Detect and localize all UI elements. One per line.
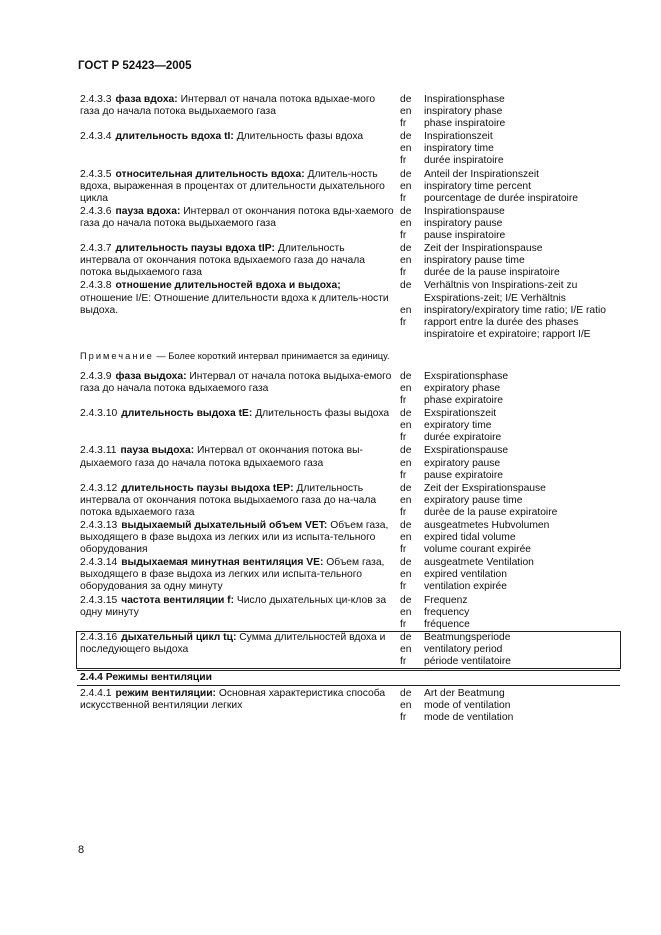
- term-definition: [80, 169, 400, 205]
- translation-text: Exspirationsphase: [424, 370, 509, 382]
- note-text: — Более короткий интервал принимается за единицу.: [153, 350, 390, 361]
- language-code: en: [400, 457, 412, 469]
- translations: [400, 445, 620, 481]
- term-number: 2.4.3.3: [80, 94, 112, 105]
- language-code: de: [400, 482, 412, 494]
- translation-row: [400, 520, 620, 532]
- term-number: 2.4.3.14: [80, 557, 118, 569]
- term-text: Сумма длительностей вдоха и последующего выдоха: [80, 631, 386, 655]
- translation-text: expiratory phase: [424, 382, 501, 394]
- term-definition: [80, 243, 400, 279]
- language-code: de: [400, 594, 412, 606]
- language-code: en: [400, 700, 412, 712]
- term-entry: [80, 688, 620, 724]
- language-code: en: [400, 106, 412, 118]
- term-name: длительность выдоха tE:: [121, 408, 253, 420]
- translation-row: [400, 267, 620, 279]
- translations: [400, 408, 620, 444]
- translation-text: durèe de la pause expiratoire: [424, 506, 558, 518]
- term-text: Основная характеристика способа искусственной вентиляции легких: [80, 688, 386, 712]
- term-text: Длитель-ность вдоха, выраженная в процентах от длительности дыхательного цикла: [80, 168, 385, 204]
- translation-text: ventilation expirée: [424, 581, 507, 593]
- term-number: 2.4.3.12: [80, 482, 118, 494]
- translation-text: volume courant expirée: [424, 544, 532, 556]
- language-code: de: [400, 688, 412, 700]
- language-code: en: [400, 304, 412, 316]
- page-number: 8: [78, 844, 85, 856]
- language-code: en: [400, 494, 412, 506]
- translation-row: [400, 619, 620, 631]
- term-entry: [80, 520, 620, 556]
- translation-text: Inspirationsphase: [424, 94, 505, 105]
- language-code: fr: [400, 155, 407, 167]
- language-code: fr: [400, 581, 407, 593]
- translation-row: [400, 712, 620, 724]
- translation-row: [400, 470, 620, 482]
- term-definition: [80, 520, 400, 556]
- translation-row: [400, 483, 620, 495]
- language-code: fr: [400, 118, 407, 130]
- term-number: 2.4.4.1: [80, 688, 112, 700]
- translations: [400, 131, 620, 167]
- term-definition: [80, 94, 400, 130]
- term-entry: [80, 94, 620, 130]
- translation-row: [400, 317, 620, 341]
- translation-text: fréquence: [424, 618, 470, 630]
- term-name: относительная длительность вдоха:: [115, 168, 305, 180]
- language-code: en: [400, 532, 412, 544]
- section-heading: 2.4.4 Режимы вентиляции: [77, 670, 620, 686]
- entries-group-2: [80, 371, 620, 668]
- translation-text: inspiratory pause time: [424, 255, 525, 267]
- translations: [400, 632, 620, 668]
- translation-text: Exspirationspause: [424, 445, 509, 457]
- language-code: en: [400, 143, 412, 155]
- term-text: Длительность фазы выдоха: [252, 408, 390, 420]
- term-text: Объем газа, выходящего в фазе выдоха из легких или испыта-тельного оборудования за одну минуту: [80, 557, 385, 593]
- translation-row: [400, 557, 620, 569]
- translation-row: [400, 495, 620, 507]
- translation-text: mode de ventilation: [424, 712, 514, 724]
- translation-row: [400, 169, 620, 181]
- term-name: фаза вдоха:: [115, 94, 178, 105]
- translation-row: [400, 432, 620, 444]
- terms-list: [80, 94, 620, 725]
- translations: [400, 169, 620, 205]
- translation-row: [400, 230, 620, 242]
- translation-text: Verhältnis von Inspirations-zeit zu Exspirations-zeit; I/E Verhältnis: [424, 280, 578, 304]
- language-code: de: [400, 631, 412, 643]
- language-code: de: [400, 557, 412, 569]
- translation-text: expired tidal volume: [424, 532, 516, 544]
- translation-row: [400, 305, 620, 317]
- language-code: fr: [400, 316, 407, 328]
- translation-row: [400, 118, 620, 130]
- language-code: fr: [400, 656, 407, 668]
- language-code: de: [400, 168, 412, 180]
- translation-row: [400, 395, 620, 407]
- term-number: 2.4.3.9: [80, 370, 112, 382]
- term-entry: [80, 595, 620, 631]
- term-name: частота вентиляции f:: [121, 594, 234, 606]
- term-number: 2.4.3.7: [80, 243, 112, 255]
- language-code: de: [400, 280, 412, 292]
- term-text: Объем газа, выходящего в фазе выдоха из легких или из испыта-тельного оборудования: [80, 520, 389, 556]
- term-number: 2.4.3.10: [80, 408, 118, 420]
- term-definition: [80, 557, 400, 593]
- translation-row: [400, 700, 620, 712]
- translation-row: [400, 243, 620, 255]
- translation-text: période ventilatoire: [424, 656, 512, 668]
- translation-row: [400, 632, 620, 644]
- entries-group-3: [80, 688, 620, 724]
- term-number: 2.4.3.8: [80, 280, 112, 292]
- term-text: Интервал от окончания потока вы-дыхаемого газа до начала потока вдыхаемого газа: [80, 445, 363, 469]
- translation-row: [400, 131, 620, 143]
- term-definition: [80, 280, 400, 340]
- language-code: fr: [400, 192, 407, 204]
- translation-row: [400, 255, 620, 267]
- term-definition: [80, 688, 400, 724]
- translation-text: Exspirationszeit: [424, 408, 497, 420]
- term-definition: [80, 408, 400, 444]
- term-definition: [80, 445, 400, 481]
- translation-row: [400, 143, 620, 155]
- note-label: Примечание: [80, 350, 154, 361]
- translation-row: [400, 181, 620, 193]
- term-name: режим вентиляции:: [115, 688, 216, 700]
- language-code: en: [400, 382, 412, 394]
- translation-text: pause expiratoire: [424, 469, 503, 481]
- term-text: Длительность интервала от окончания потока выдыхаемого газа до на-чала потока вдыхаемого газа: [80, 482, 377, 518]
- translation-text: durée expiratoire: [424, 432, 502, 444]
- term-number: 2.4.3.4: [80, 131, 112, 143]
- translation-text: Inspirationspause: [424, 205, 505, 217]
- translation-text: durée inspiratoire: [424, 155, 504, 167]
- translation-row: [400, 155, 620, 167]
- translation-row: [400, 193, 620, 205]
- language-code: fr: [400, 432, 407, 444]
- term-entry: [80, 557, 620, 593]
- term-entry: [77, 632, 620, 668]
- term-name: пауза выдоха:: [120, 445, 195, 457]
- translation-row: [400, 218, 620, 230]
- translation-text: Frequenz: [424, 594, 468, 606]
- translation-row: [400, 206, 620, 218]
- term-name: длительность вдоха tI:: [115, 131, 234, 143]
- term-name: выдыхаемая минутная вентиляция VE:: [121, 557, 324, 569]
- term-name: длительность паузы выдоха tEP:: [121, 482, 294, 494]
- translations: [400, 371, 620, 407]
- translation-text: expiratory pause: [424, 457, 501, 469]
- term-definition: [80, 595, 400, 631]
- translations: [400, 688, 620, 724]
- term-entry: [80, 280, 620, 340]
- language-code: fr: [400, 469, 407, 481]
- translation-text: Beatmungsperiode: [424, 631, 511, 643]
- term-definition: [80, 371, 400, 407]
- term-name: длительность паузы вдоха tIP:: [115, 243, 275, 255]
- term-number: 2.4.3.16: [80, 631, 118, 643]
- language-code: de: [400, 370, 412, 382]
- term-entry: [80, 408, 620, 444]
- translations: [400, 520, 620, 556]
- term-text: Длительность фазы вдоха: [233, 131, 364, 143]
- term-text: Число дыхательных ци-клов за одну минуту: [80, 594, 387, 618]
- entries-group-1: [80, 94, 620, 341]
- translation-row: [400, 644, 620, 656]
- language-code: de: [400, 94, 412, 105]
- term-name: фаза выдоха:: [115, 370, 187, 382]
- term-number: 2.4.3.13: [80, 520, 118, 531]
- translation-row: [400, 507, 620, 519]
- language-code: en: [400, 420, 412, 432]
- translation-text: inspiratory pause: [424, 217, 503, 229]
- language-code: de: [400, 520, 412, 531]
- translations: [400, 94, 620, 130]
- translation-text: rapport entre la durée des phases inspiratoire et expiratoire; rapport I/E: [424, 316, 591, 340]
- language-code: fr: [400, 618, 407, 630]
- translation-text: expired ventilation: [424, 569, 507, 581]
- translation-text: mode of ventilation: [424, 700, 511, 712]
- language-code: en: [400, 217, 412, 229]
- language-code: de: [400, 131, 412, 143]
- term-number: 2.4.3.15: [80, 594, 118, 606]
- note: [80, 351, 395, 362]
- translation-text: inspiratory time: [424, 143, 494, 155]
- translation-row: [400, 607, 620, 619]
- term-definition: [80, 483, 400, 519]
- translation-text: durée de la pause inspiratoire: [424, 267, 560, 279]
- term-text: Длительность интервала от окончания потока вдыхаемого газа до начала потока выдыхаемого газа: [80, 243, 365, 279]
- term-name: выдыхаемый дыхательный объем VET:: [121, 520, 328, 531]
- translation-text: Zeit der Exspirationspause: [424, 482, 546, 494]
- term-entry: [80, 483, 620, 519]
- term-name: пауза вдоха:: [115, 205, 181, 217]
- term-name: отношение длительностей вдоха и выдоха;: [115, 280, 341, 292]
- translations: [400, 557, 620, 593]
- translation-row: [400, 280, 620, 304]
- translation-text: pourcentage de durée inspiratoire: [424, 192, 578, 204]
- term-entry: [80, 169, 620, 205]
- translation-text: expiratory time: [424, 420, 492, 432]
- term-number: 2.4.3.5: [80, 168, 112, 180]
- translation-row: [400, 383, 620, 395]
- translation-row: [400, 458, 620, 470]
- language-code: fr: [400, 230, 407, 242]
- translation-text: inspiratory/expiratory time ratio; I/E ratio: [424, 304, 606, 316]
- translation-text: ausgeatmete Ventilation: [424, 557, 534, 569]
- term-definition: [80, 131, 400, 167]
- term-number: 2.4.3.6: [80, 205, 112, 217]
- language-code: de: [400, 408, 412, 420]
- language-code: fr: [400, 395, 407, 407]
- language-code: de: [400, 205, 412, 217]
- translation-row: [400, 420, 620, 432]
- translation-text: pause inspiratoire: [424, 230, 506, 242]
- translation-row: [400, 445, 620, 457]
- term-text: Интервал от начала потока выдыха-емого газа до начала потока вдыхаемого газа: [80, 370, 392, 394]
- language-code: fr: [400, 267, 407, 279]
- translation-text: inspiratory phase: [424, 106, 503, 118]
- term-entry: [80, 131, 620, 167]
- term-entry: [80, 243, 620, 279]
- language-code: en: [400, 180, 412, 192]
- translations: [400, 595, 620, 631]
- language-code: en: [400, 606, 412, 618]
- language-code: fr: [400, 506, 407, 518]
- term-text: Интервал от начала потока вдыхае-мого газа до начала потока выдыхаемого газа: [80, 94, 376, 118]
- term-number: 2.4.3.11: [80, 445, 117, 457]
- translation-text: expiratory pause time: [424, 494, 523, 506]
- language-code: de: [400, 243, 412, 255]
- document-header: ГОСТ Р 52423—2005: [78, 60, 192, 72]
- translation-row: [400, 595, 620, 607]
- term-entry: [80, 206, 620, 242]
- translation-row: [400, 688, 620, 700]
- term-entry: [80, 371, 620, 407]
- term-definition: [80, 632, 400, 668]
- translation-text: Zeit der Inspirationspause: [424, 243, 543, 255]
- term-text: Интервал от окончания потока вды-хаемого газа до начала потока выдыхаемого газа: [80, 205, 394, 229]
- term-definition: [80, 206, 400, 242]
- language-code: en: [400, 255, 412, 267]
- language-code: de: [400, 445, 412, 457]
- translation-row: [400, 532, 620, 544]
- term-text: отношение I/E: Отношение длительности вдоха к длитель-ности выдоха.: [80, 292, 389, 316]
- language-code: fr: [400, 544, 407, 556]
- translation-text: phase expiratoire: [424, 395, 503, 407]
- translation-row: [400, 544, 620, 556]
- translations: [400, 483, 620, 519]
- translation-text: phase inspiratoire: [424, 118, 506, 130]
- translation-row: [400, 569, 620, 581]
- translation-row: [400, 656, 620, 668]
- translations: [400, 280, 620, 340]
- translation-text: inspiratory time percent: [424, 180, 532, 192]
- translation-row: [400, 371, 620, 383]
- translation-row: [400, 106, 620, 118]
- translation-row: [400, 581, 620, 593]
- translations: [400, 243, 620, 279]
- term-entry: [80, 445, 620, 481]
- language-code: en: [400, 569, 412, 581]
- translation-text: frequency: [424, 606, 470, 618]
- translation-text: Inspirationszeit: [424, 131, 493, 143]
- translations: [400, 206, 620, 242]
- translation-row: [400, 408, 620, 420]
- translation-text: ventilatory period: [424, 643, 503, 655]
- translation-text: Anteil der Inspirationszeit: [424, 168, 540, 180]
- translation-text: ausgeatmetes Hubvolumen: [424, 520, 550, 531]
- language-code: fr: [400, 712, 407, 724]
- language-code: en: [400, 643, 412, 655]
- translation-text: Art der Beatmung: [424, 688, 505, 700]
- term-name: дыхательный цикл tц:: [121, 631, 237, 643]
- translation-row: [400, 94, 620, 106]
